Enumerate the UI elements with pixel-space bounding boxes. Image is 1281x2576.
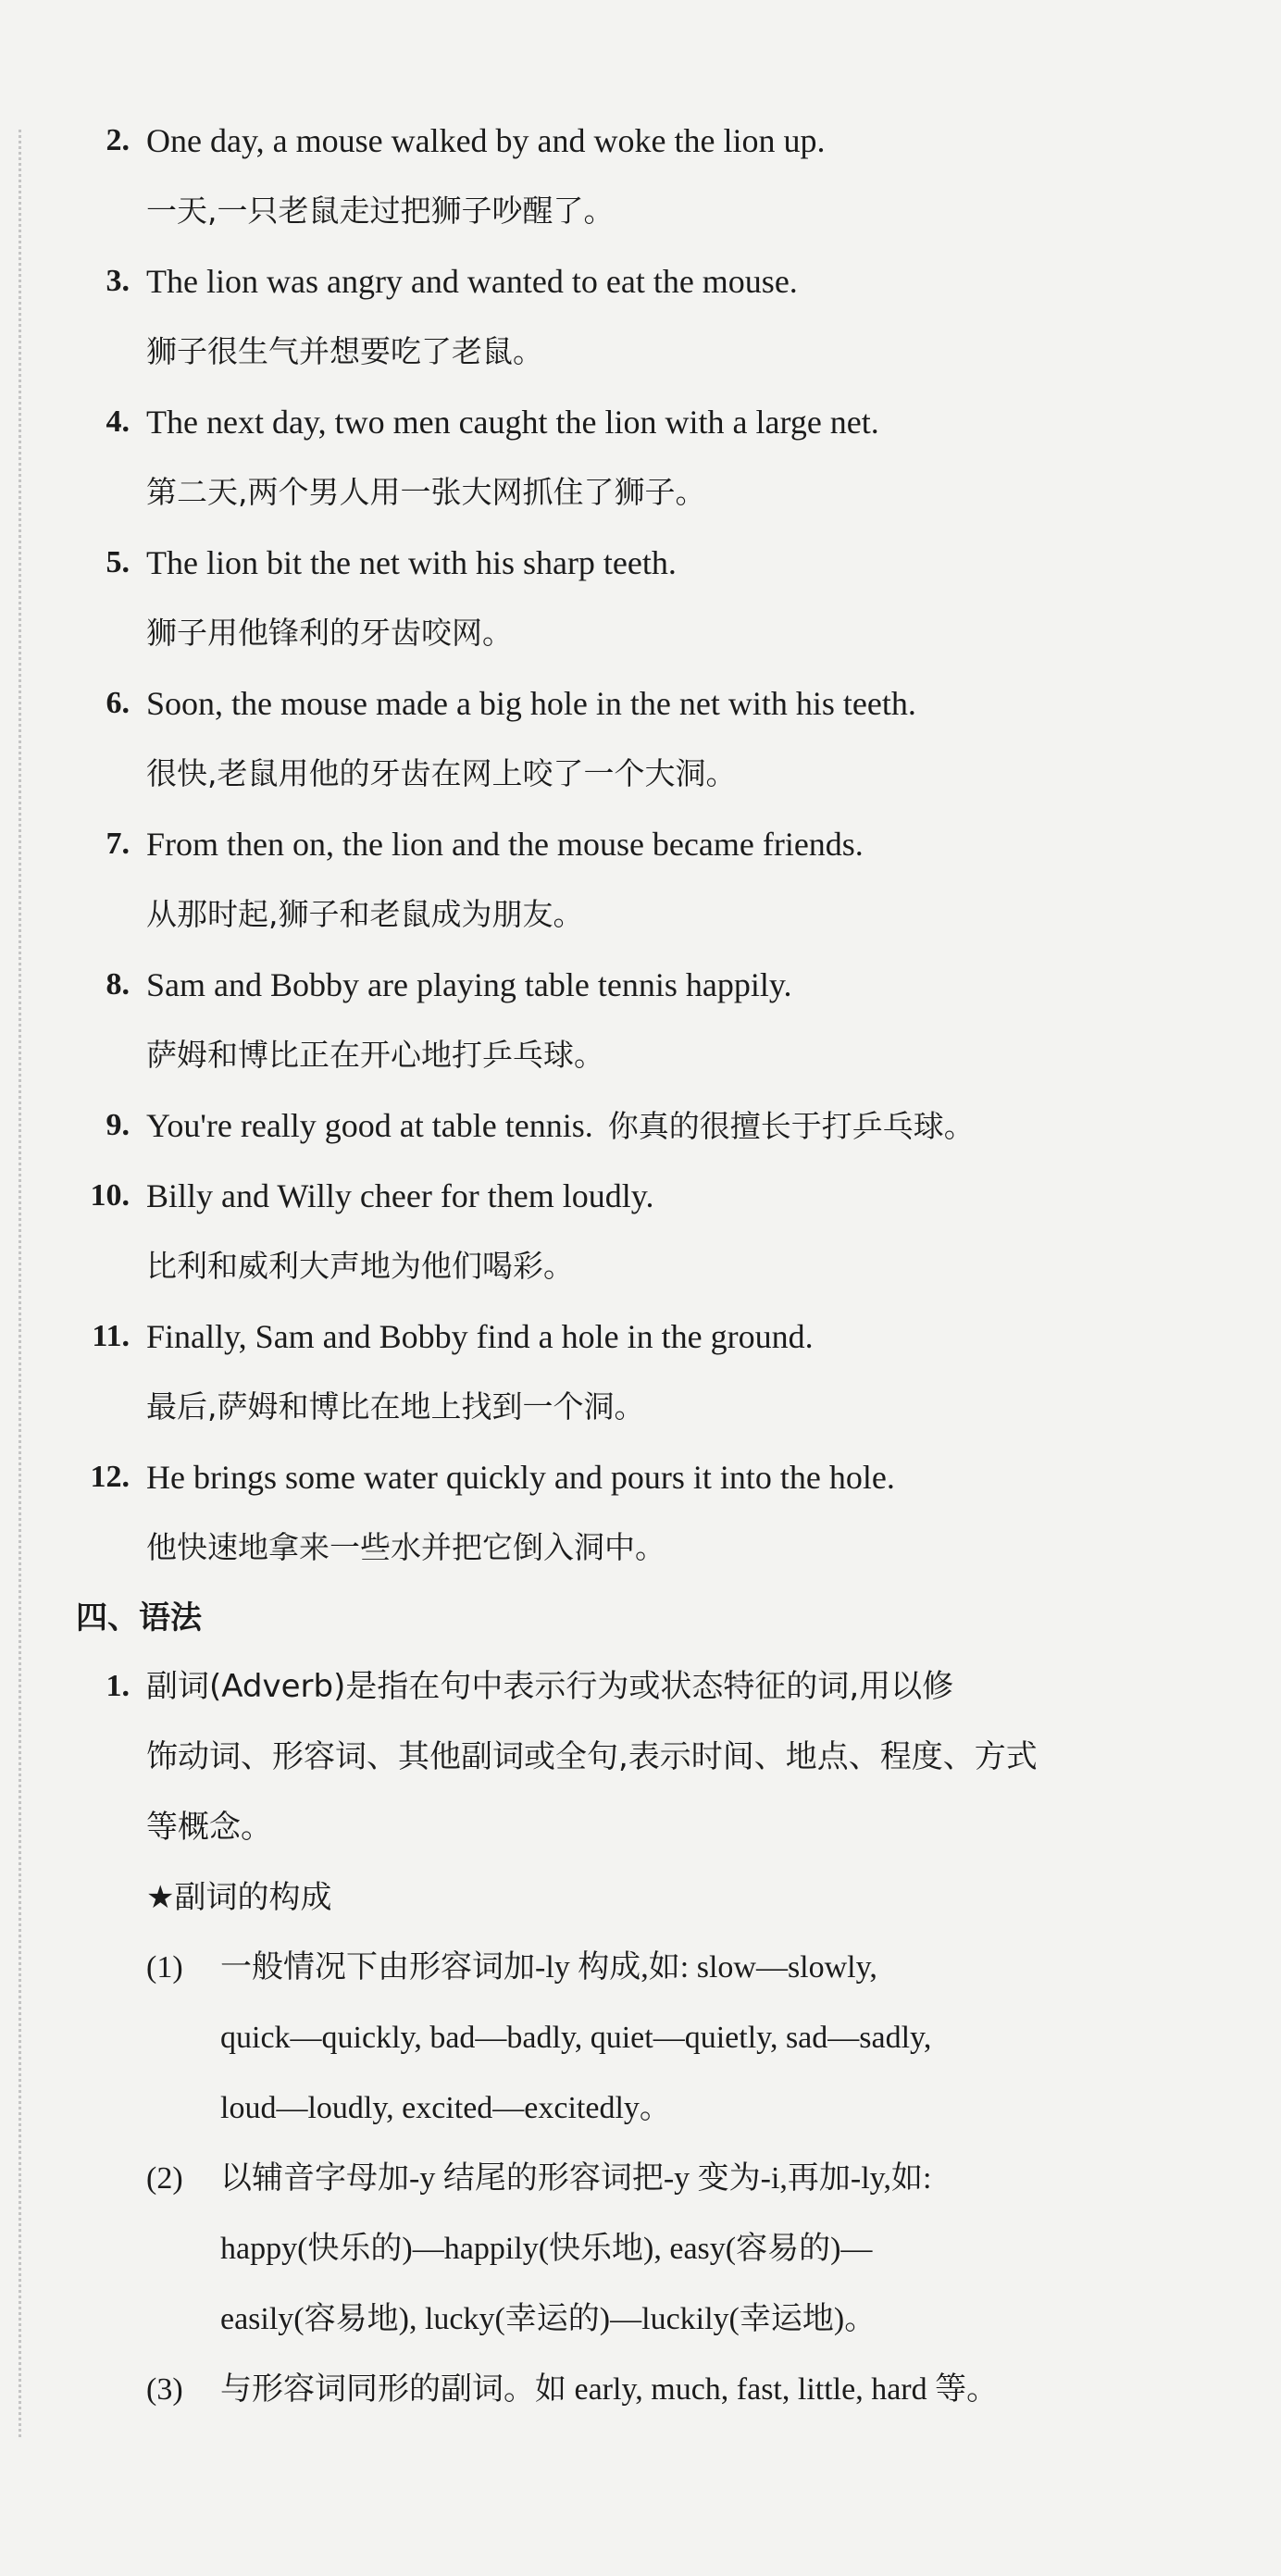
item-number: 12. <box>90 1460 130 1494</box>
rule-line: 一般情况下由形容词加-ly 构成,如: slow—slowly, <box>220 1950 877 1985</box>
item-number: 1. <box>106 1669 130 1703</box>
list-item-3 <box>76 261 1251 372</box>
english-sentence: He brings some water quickly and pours it into the hole. <box>146 1459 895 1496</box>
list-item-5 <box>76 542 1251 653</box>
english-sentence: Billy and Willy cheer for them loudly. <box>146 1177 654 1214</box>
english-sentence: The next day, two men caught the lion with a large net. <box>146 404 879 441</box>
list-item-12 <box>76 1457 1251 1568</box>
rule-line: 与形容词同形的副词。如 early, much, fast, little, hard 等。 <box>220 2372 999 2407</box>
paragraph-line: 副词(Adverb)是指在句中表示行为或状态特征的词,用以修 <box>146 1668 954 1705</box>
list-item-10 <box>76 1176 1251 1287</box>
item-number: 3. <box>106 264 130 298</box>
list-item-9 <box>76 1105 1251 1146</box>
item-number: 11. <box>92 1319 130 1353</box>
item-number: 10. <box>90 1178 130 1213</box>
rule-line: quick—quickly, bad—badly, quiet—quietly, sad—sadly, <box>220 2021 932 2055</box>
rule-number: (3) <box>146 2372 183 2407</box>
chinese-translation: 比利和威利大声地为他们喝彩。 <box>146 1248 574 1284</box>
item-number: 4. <box>106 404 130 439</box>
rule-line: 以辅音字母加-y 结尾的形容词把-y 变为-i,再加-ly,如: <box>220 2161 932 2196</box>
list-item-2 <box>76 120 1251 231</box>
english-sentence: One day, a mouse walked by and woke the lion up. <box>146 122 826 159</box>
section-title: 四、语法 <box>76 1599 202 1636</box>
rule-line: loud—loudly, excited—excitedly。 <box>220 2091 671 2125</box>
chinese-translation: 你真的很擅长于打乒乓球。 <box>607 1108 975 1144</box>
rule-3 <box>146 2355 1251 2425</box>
chinese-translation: 很快,老鼠用他的牙齿在网上咬了一个大洞。 <box>146 755 737 791</box>
chinese-translation: 他快速地拿来一些水并把它倒入洞中。 <box>146 1529 665 1565</box>
english-sentence: The lion bit the net with his sharp teeth. <box>146 544 677 581</box>
answer-page <box>76 120 1251 2425</box>
rule-2 <box>146 2144 1251 2355</box>
chinese-translation: 第二天,两个男人用一张大网抓住了狮子。 <box>146 474 706 510</box>
list-item-8 <box>76 964 1251 1076</box>
english-sentence: Soon, the mouse made a big hole in the net with his teeth. <box>146 685 916 722</box>
english-sentence: Finally, Sam and Bobby find a hole in the ground. <box>146 1318 814 1355</box>
english-text: You're really good at table tennis. <box>146 1107 593 1144</box>
chinese-translation: 从那时起,狮子和老鼠成为朋友。 <box>146 896 584 932</box>
list-item-11 <box>76 1316 1251 1427</box>
english-sentence <box>146 1105 1251 1146</box>
item-number: 7. <box>106 827 130 861</box>
chinese-translation: 最后,萨姆和博比在地上找到一个洞。 <box>146 1388 645 1425</box>
english-sentence: Sam and Bobby are playing table tennis happily. <box>146 966 792 1003</box>
paragraph-line: 等概念。 <box>146 1809 272 1846</box>
item-number: 8. <box>106 967 130 1002</box>
subheading: ★副词的构成 <box>146 1879 332 1916</box>
chinese-translation: 狮子很生气并想要吃了老鼠。 <box>146 333 543 369</box>
rule-1 <box>146 1933 1251 2144</box>
item-number: 5. <box>106 545 130 579</box>
chinese-translation: 一天,一只老鼠走过把狮子吵醒了。 <box>146 193 615 229</box>
rule-line: happy(快乐的)—happily(快乐地), easy(容易的)— <box>220 2232 873 2266</box>
list-item-7 <box>76 824 1251 935</box>
item-number: 9. <box>106 1108 130 1142</box>
english-sentence: From then on, the lion and the mouse became friends. <box>146 826 864 863</box>
list-item-4 <box>76 402 1251 513</box>
item-number: 6. <box>106 686 130 720</box>
paragraph-line: 饰动词、形容词、其他副词或全句,表示时间、地点、程度、方式 <box>146 1738 1038 1775</box>
grammar-item-1 <box>76 1651 1251 2425</box>
rule-number: (2) <box>146 2161 183 2196</box>
chinese-translation: 萨姆和博比正在开心地打乒乓球。 <box>146 1037 604 1073</box>
grammar-paragraph <box>146 1651 1251 1862</box>
item-number: 2. <box>106 123 130 157</box>
list-item-6 <box>76 683 1251 794</box>
rule-number: (1) <box>146 1950 183 1985</box>
binding-margin-line <box>19 130 21 2437</box>
rule-line: easily(容易地), lucky(幸运的)—luckily(幸运地)。 <box>220 2302 877 2336</box>
english-sentence: The lion was angry and wanted to eat the mouse. <box>146 263 798 300</box>
chinese-translation: 狮子用他锋利的牙齿咬网。 <box>146 615 513 651</box>
